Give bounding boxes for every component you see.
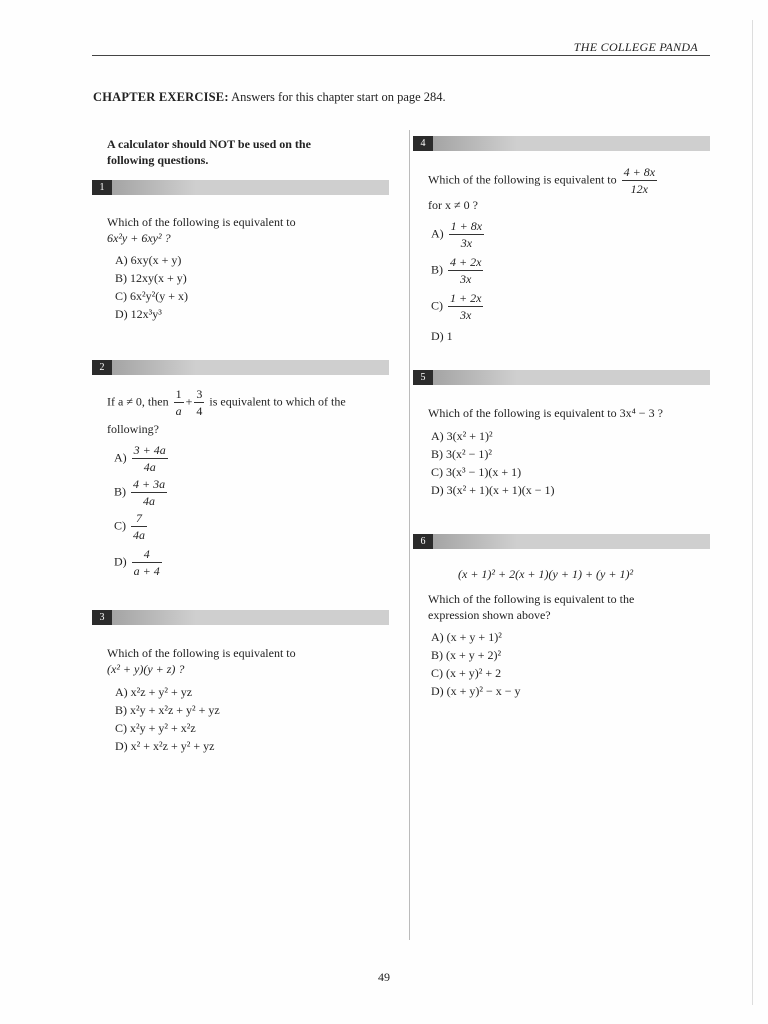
fraction-numerator: 1	[175, 387, 182, 401]
fraction-numerator: 3	[196, 387, 203, 401]
fraction-denominator: a + 4	[133, 564, 160, 578]
prompt-condition: for x ≠ 0 ?	[428, 198, 478, 212]
header-rule	[92, 55, 710, 56]
fraction-numerator: 4 + 8x	[623, 165, 656, 179]
fraction-denominator: 4a	[132, 458, 168, 475]
question-4-options	[431, 218, 486, 344]
question-bar-5	[413, 370, 710, 385]
question-6-prompt: Which of the following is equivalent to the expression shown above?	[428, 592, 635, 622]
option-a[interactable]: A) 6xy(x + y)	[115, 253, 182, 267]
prompt-expression: 6x²y + 6xy² ?	[107, 231, 171, 245]
question-5-prompt: Which of the following is equivalent to 3x⁴ − 3 ?	[428, 406, 663, 420]
option-c[interactable]: C) x²y + y² + x²z	[115, 721, 196, 735]
prompt-text: Which of the following is equivalent to	[107, 215, 296, 229]
fraction-numerator: 4	[143, 547, 150, 561]
option-b[interactable]: B) (x + y + 2)²	[431, 648, 502, 662]
question-2-prompt	[107, 386, 392, 437]
header-brand: THE COLLEGE PANDA	[573, 40, 698, 54]
question-5-options	[431, 428, 555, 498]
question-4-prompt	[428, 164, 659, 213]
option-letter: D)	[114, 554, 127, 569]
option-d[interactable]: D) 3(x² + 1)(x + 1)(x − 1)	[431, 483, 555, 497]
question-1-prompt	[107, 214, 296, 246]
option-d[interactable]: D) 12x³y³	[115, 307, 162, 321]
option-c[interactable]: C) 3(x³ − 1)(x + 1)	[431, 465, 522, 479]
option-letter: A)	[431, 226, 444, 241]
fraction-numerator: 3 + 4a	[133, 443, 166, 457]
option-d[interactable]	[431, 328, 486, 344]
option-d[interactable]	[114, 546, 170, 579]
option-b[interactable]	[431, 254, 486, 290]
option-d[interactable]: D) x² + x²z + y² + yz	[115, 739, 215, 753]
option-value: 1	[446, 329, 453, 343]
column-divider	[409, 130, 410, 940]
option-d[interactable]: D) (x + y)² − x − y	[431, 684, 521, 698]
question-2-options	[114, 442, 170, 579]
page-edge	[752, 20, 753, 1005]
question-bar-3	[92, 610, 389, 625]
option-a[interactable]: A) 3(x² + 1)²	[431, 429, 493, 443]
calculator-note: A calculator should NOT be used on the following questions.	[107, 137, 311, 167]
prompt-text: Which of the following is equivalent to	[428, 172, 617, 187]
option-letter: B)	[114, 484, 126, 499]
page-number: 49	[378, 970, 390, 984]
fraction-denominator: 4a	[133, 528, 145, 542]
option-b[interactable]: B) x²y + x²z + y² + yz	[115, 703, 220, 717]
prompt-text: is equivalent to which of the	[209, 394, 346, 409]
prompt-expression: (x² + y)(y + z) ?	[107, 662, 185, 676]
option-letter: D)	[431, 329, 444, 343]
option-letter: C)	[431, 298, 443, 313]
option-a[interactable]: A) x²z + y² + yz	[115, 685, 193, 699]
fraction-numerator: 1 + 8x	[450, 219, 483, 233]
question-3-prompt	[107, 645, 296, 677]
fraction-denominator: 12x	[622, 180, 657, 197]
fraction-numerator: 4 + 2x	[450, 255, 482, 269]
option-c[interactable]	[114, 510, 170, 546]
option-a[interactable]: A) (x + y + 1)²	[431, 630, 502, 644]
prompt-text: following?	[107, 422, 159, 436]
option-c[interactable]	[431, 290, 486, 328]
fraction-numerator: 7	[136, 511, 142, 525]
option-b[interactable]: B) 3(x² − 1)²	[431, 447, 492, 461]
fraction-denominator: 3x	[449, 234, 484, 251]
question-6-expression: (x + 1)² + 2(x + 1)(y + 1) + (y + 1)²	[458, 567, 634, 581]
question-number: 5	[413, 370, 433, 385]
option-c[interactable]: C) (x + y)² + 2	[431, 666, 502, 680]
question-6-options	[431, 629, 521, 699]
option-c[interactable]: C) 6x²y²(y + x)	[115, 289, 188, 303]
option-b[interactable]: B) 12xy(x + y)	[115, 271, 187, 285]
question-bar-2	[92, 360, 389, 375]
question-number: 2	[92, 360, 112, 375]
option-a[interactable]	[114, 442, 170, 476]
question-bar-6	[413, 534, 710, 549]
option-b[interactable]	[114, 476, 170, 510]
question-number: 4	[413, 136, 433, 151]
fraction-denominator: 3x	[448, 306, 483, 323]
option-letter: C)	[114, 518, 126, 533]
fraction-denominator: 3x	[448, 270, 483, 287]
question-3-options	[115, 684, 220, 754]
question-bar-4	[413, 136, 710, 151]
fraction-numerator: 1 + 2x	[450, 291, 482, 305]
chapter-text: Answers for this chapter start on page 284.	[231, 90, 446, 104]
chapter-label: CHAPTER EXERCISE:	[93, 90, 229, 104]
fraction-denominator: 4	[196, 404, 203, 418]
question-number: 6	[413, 534, 433, 549]
question-number: 1	[92, 180, 112, 195]
question-number: 3	[92, 610, 112, 625]
option-a[interactable]	[431, 218, 486, 254]
fraction-numerator: 4 + 3a	[133, 477, 166, 491]
prompt-text: Which of the following is equivalent to	[107, 646, 296, 660]
option-letter: B)	[431, 262, 443, 277]
question-bar-1	[92, 180, 389, 195]
plus-sign: +	[185, 394, 193, 409]
question-1-options	[115, 252, 188, 322]
prompt-text: If a ≠ 0, then	[107, 394, 169, 409]
option-letter: A)	[114, 450, 127, 465]
chapter-line	[93, 90, 446, 105]
fraction-denominator: 4a	[131, 492, 167, 509]
fraction-denominator: a	[175, 404, 182, 418]
